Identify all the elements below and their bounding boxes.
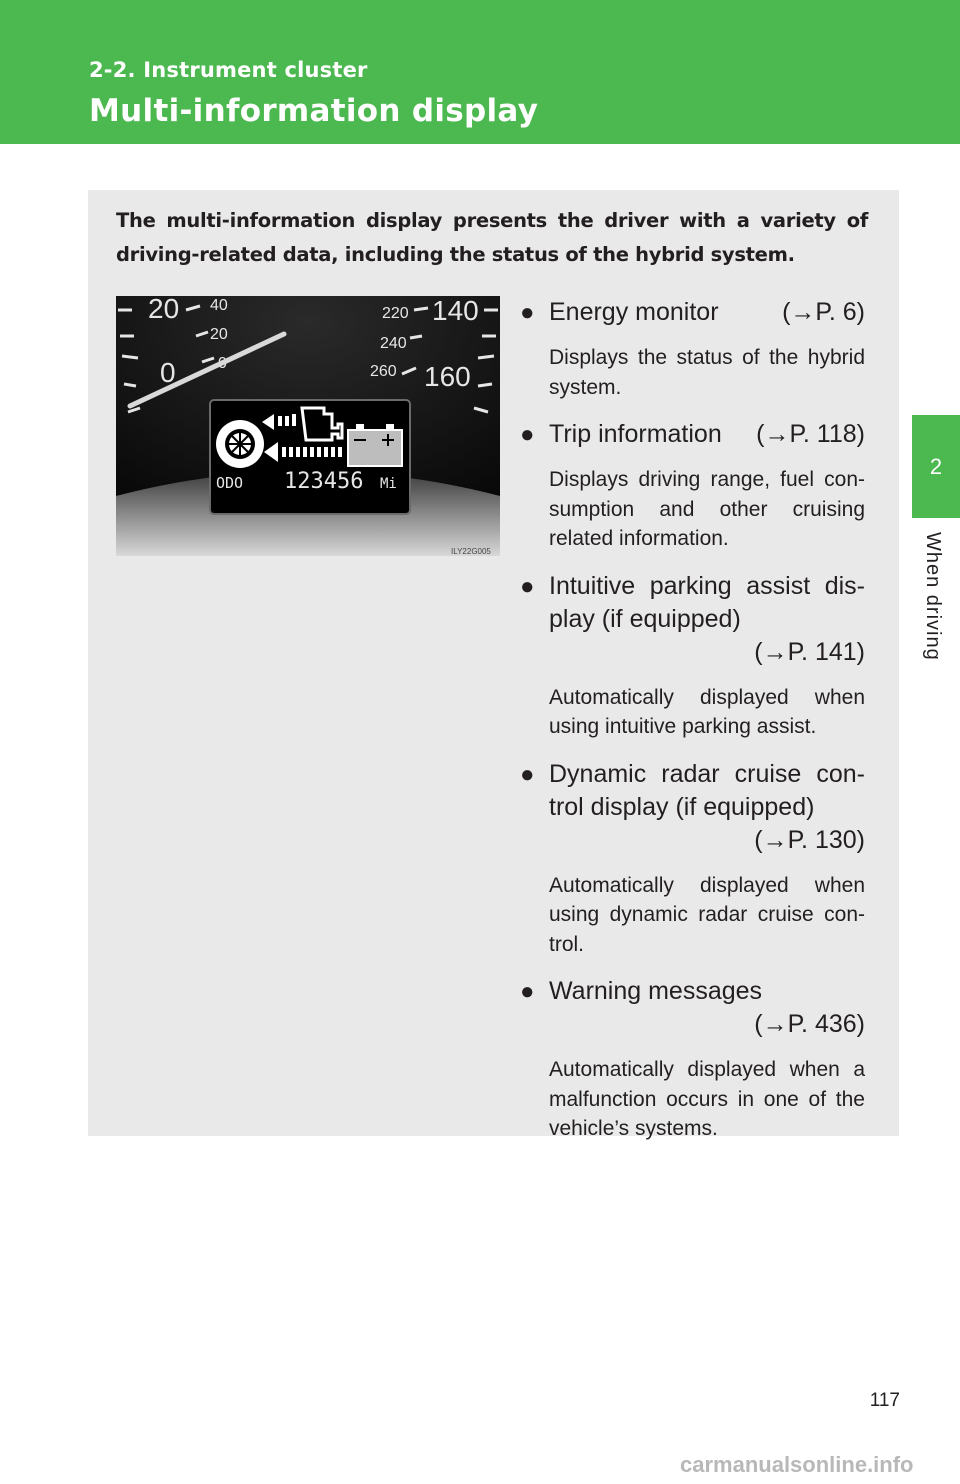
item-description: Displays driving range, fuel con-sumption and other cruising related information. (549, 468, 865, 550)
header-bar (0, 0, 960, 144)
speed-label-160: 160 (424, 361, 471, 392)
speed-label-140: 140 (432, 296, 479, 326)
page-reference-link[interactable]: (→P. 6) (782, 298, 865, 326)
speed-label-20: 20 (148, 296, 180, 324)
wheel-icon (216, 420, 264, 468)
item-description: Automatically displayed when using dynamic radar cruise con-trol. (549, 873, 865, 956)
list-item (520, 758, 865, 960)
page-reference-link[interactable]: (→P. 130) (754, 825, 865, 854)
page-reference-link[interactable]: (→P. 436) (754, 1010, 865, 1038)
item-description: Displays the status of the hybrid system. (549, 346, 865, 399)
item-title: Warning messages (549, 977, 763, 1005)
kmh-label-20: 20 (210, 326, 228, 343)
item-description: Automatically displayed when a malfunction occurs in one of the vehicle’s systems. (549, 1058, 865, 1140)
list-item (520, 570, 865, 742)
item-description: Automatically displayed when using intuitive parking assist. (549, 685, 865, 738)
kmh-label-240: 240 (380, 335, 407, 352)
odo-value: 123456 (284, 469, 364, 494)
item-title: Dynamic radar cruise con-trol display (if equipped) (549, 759, 865, 821)
kmh-label-40: 40 (210, 297, 228, 314)
kmh-label-260: 260 (370, 363, 397, 380)
bullet-icon: ● (520, 299, 535, 326)
item-title: Trip information (549, 420, 722, 448)
figure-code: ILY22G005 (451, 547, 491, 556)
section-label: 2-2. Instrument cluster (89, 58, 368, 82)
odo-label: ODO (216, 474, 244, 492)
intro-paragraph: The multi-information display presents the driver with a variety of driving-related data, including the status of the hybrid system. (116, 209, 868, 266)
instrument-cluster-figure (116, 296, 500, 556)
cluster-illustration (116, 296, 500, 556)
feature-list (520, 296, 865, 1160)
watermark: carmanualsonline.info (680, 1452, 914, 1477)
page-number: 117 (869, 1390, 900, 1411)
chapter-number: 2 (929, 453, 943, 479)
page-reference-link[interactable]: (→P. 118) (756, 420, 865, 448)
battery-icon (348, 424, 402, 466)
list-item (520, 975, 865, 1144)
page-title: Multi-information display (89, 93, 539, 129)
bullet-icon: ● (520, 978, 535, 1005)
item-title: Energy monitor (549, 298, 719, 326)
kmh-label-220: 220 (382, 305, 409, 322)
speed-label-0: 0 (160, 357, 176, 388)
bullet-icon: ● (520, 572, 535, 600)
bullet-icon: ● (520, 421, 535, 448)
page-reference-link[interactable]: (→P. 141) (754, 637, 865, 666)
list-item (520, 296, 865, 402)
list-item (520, 418, 865, 554)
bullet-icon: ● (520, 760, 535, 788)
odo-unit: Mi (380, 476, 397, 492)
chapter-label: When driving (922, 532, 944, 661)
chapter-tab[interactable] (912, 415, 960, 518)
item-title: Intuitive parking assist dis-play (if equipped) (549, 571, 865, 633)
